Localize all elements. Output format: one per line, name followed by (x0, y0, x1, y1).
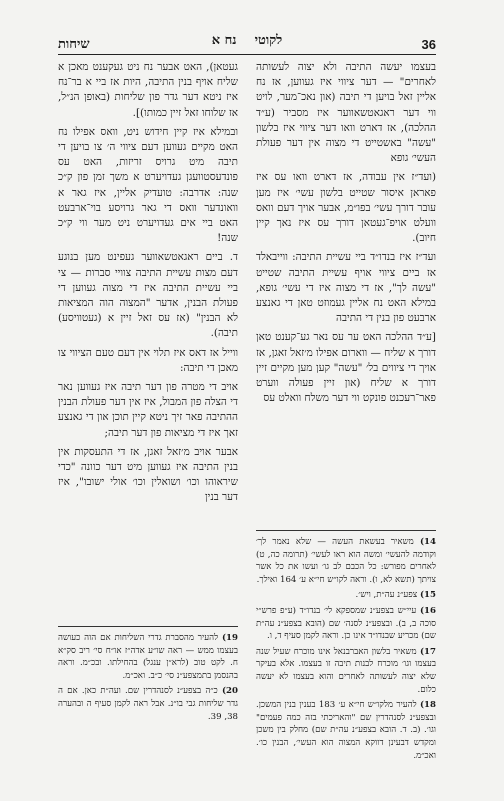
paragraph: געטאן), האט אבער נח ניט געקענט מאכן א שליח אויף בנין התיבה, היות אז ביי א בר־נח איז ניטא דער גדר פון שליחות (באופן הנ״ל, אז שלוחו זאל זיין כמותו)]. (58, 61, 238, 119)
footnote-rule-right (256, 530, 436, 531)
paragraph: אויב די מטרה פון דער תיבה איז געווען נאר די הצלה פון המבול, איז אין דער פעולת הבנין ההתיבה פאר זיך ניטא קיין תוכן און די גאנצע זאך איז די מציאות פון דער תיבה; (58, 381, 238, 439)
header-rule (58, 54, 436, 55)
paragraph: בעצמו יעשה התיבה ולא יצוה לעשותה לאחרים" — דער ציווי איז געווען, אז נח אליין זאל בויען די תיבה (און נאכ־מער, לויט ווי דער ראגאטשאווער איז מסביר (ע״ד ההלכה), אז דארט וואו דער ציווי איז בלשון "עשה" באשטייט די מצוה אין דער פעולת העשי׳ גופא (256, 61, 436, 165)
paragraph: אבער אויב מ׳זאל זאגן, אז די התעסקות אין בנין התיבה איז געווען מיט דער כוונה "כדי שיראוהו וכו׳ ושואלין וכו׳ אולי ישובו", איז דער בנין (58, 445, 238, 504)
footnote: 18) להעיר מלקו״ש חי״א ע׳ 183 בענין בנין המשכן. ובצפע״נ לסנהדרין שם "והאריכתי בזה כמה פעמים" וגו׳. (ב. ד. הובא בצפע״נ עה״ת שם) מחלק בין משכן ומקדש דבעינן דווקא המצוה הוא העשי׳, הבנין כו׳. ואכ״מ. (256, 700, 436, 761)
footnotes-right (256, 536, 436, 765)
paragraph: ובמילא איז קיין חידוש ניט, וואס אפילו נח האט מקיים געווען דעם ציווי ה׳ צו בויען די תיבה מיט גרויס זריזות, האט עס פונדעסטוועגן געדויערט א משך זמן פון ק״כ שנה: אדרבה: טועדיק אליין, איז גאר א וואונדער וואס די גאר גרויסע בוי־ארבעט האט ביי אים געדויערט ניט מער ווי ק״כ שנה! (58, 125, 238, 245)
page-number: 36 (421, 37, 436, 52)
right-column (256, 60, 436, 410)
book-title: לקוטי (254, 33, 283, 48)
footnote: 17) משאיר בלשון האברבנאל אינו מוכרח שעיל שנה בעצמו וגו׳ מוכרח לבנות תיבה זו בעצמו. אלא בעיקר שלא יצוה לעשותה לאחרים והוא בעצמו לא יעשה כלום. (256, 646, 436, 695)
paragraph: [ע״ד ההלכה האט ער עס נאר גע־קענט טאן דורך א שליח — ווארום אפילו מ׳זאל זאגן, אז אויך די ציווים בל׳ "עשה" קען מען מקיים זיין דורך א שליח (און זיין פעולה ווערט פאר־רעכנט פונקט ווי דער משלח וואלט עס (256, 331, 436, 405)
footnotes-left (58, 632, 238, 726)
footnote: 20) כ״ה בצפע״נ לסנהדרין שם. ועה״ת כאן. אם ה גדר שליחות גבי בו״נ. אבל ראה לקמן סעיף ה ובהערה 38, 39. (58, 686, 238, 722)
running-head (58, 32, 436, 48)
page-header (58, 30, 436, 52)
paragraph: (ועד״ז אין עבודה, אז דארט וואו עס איז פאראן איסור שטייט בלשון עשי׳ איז מען עובר דורך עשי׳ בפו״מ, אבער אויך דעם וואס וועלט אויפ־געטאן דורך עס איז נאך קיין חיוב). (256, 171, 436, 245)
footnote: 14) משאיר בעשאת העשה — שלא נאמר לך׳ וקודמה להעשי׳ ומשה הוא ראו לעשי׳ (תרומה כה, ט) לאחרים מפורש: כל הכבם לב גו׳ ועשו את כל אשר צויתך (תשא לא, ו). וראה לקו״ש חי״א ע׳ 164 ואילך. (256, 537, 437, 585)
footnote: 15) צפע״נ עה״ת, ויש׳. (355, 590, 436, 601)
left-column (58, 60, 238, 510)
parasha-name: נח א (211, 33, 237, 48)
section-title: שיחות (58, 37, 90, 52)
footnote: 16) עיי״ש בצפע״נ שמספקא לי׳ בנדו״ד (ע״פ פרש״י סוכה ב, ב). ובצפע״נ לסנה׳ שם (הובא בצפע״נ עה״ת שם) מכריע שבנדו״ד אינו כן. וראה לקמן סעיף ד, ו. (256, 605, 436, 642)
footnote: 19) להעיר מהסברת גדרי השליחות אם הוה כעושה בעצמו ממש — ראה שו״ע אדה״ז או״ח סי׳ ריב סק״א ח. לקט טוב (לרא״ן ענגל) בהחילתו. ובכ״מ. וראה בהנסמן בתמצפע״נ סי׳ כ״ב. ואכ״מ. (58, 633, 239, 681)
paragraph: ד. ביים ראגאטשאווער געפינט מען בנוגע דעם מצות עשיית התיבה צוויי סברות — צי ביי עשיית התיבה איז די מצוה געווען די פעולת הבנין, אדער "המצוה הוה המציאות לא הבנין" (אז עס זאל זיין א (געטוויסע) תיבה). (58, 251, 238, 340)
paragraph: ועד״ז איז בנדו״ד ביי עשיית התיבה: ווייבאלד אז ביים ציווי אויף עשיית התיבה שטייט "עשה לך", אז די מצוה איז די עשי׳ גופא, במילא האט נח אליין געמוזט טאן די גאנצע ארבעט פון בנין די התיבה (256, 251, 436, 325)
footnote-rule-left (58, 626, 238, 627)
paragraph: ווייל אז דאס איז תלוי אין דעם טעם הציווי צו מאכן די תיבה: (58, 346, 238, 374)
